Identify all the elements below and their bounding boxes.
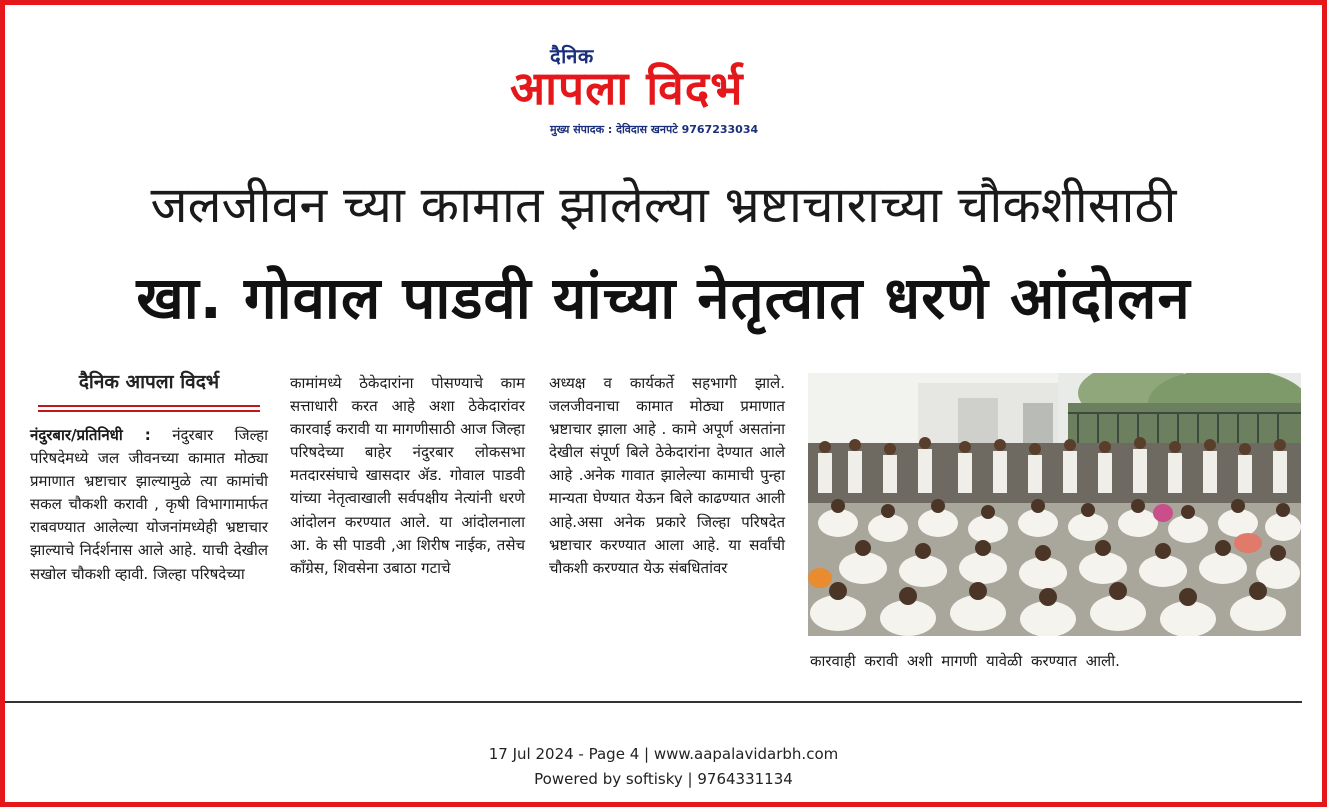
masthead-editor-line: मुख्य संपादक : देविदास खनपटे 9767233034 <box>550 123 759 136</box>
article-column-1 <box>30 424 268 586</box>
protest-photo-illustration <box>808 373 1301 636</box>
footer-powered-by: Powered by softisky | 9764331134 <box>534 770 793 788</box>
masthead-small-title: दैनिक <box>550 44 594 68</box>
article-column-1-text: नंदुरबार जिल्हा परिषदेमध्ये जल जीवनच्या कामात मोठ्या प्रमाणात भ्रष्टाचार झाल्यामुळे त्या कामांची सकल चौकशी करावी , कृषी विभागामार्फत राबवण्यात आलेल्या योजनांमध्येही भ्रष्टाचार झाल्याचे निर्दर्शनास आले आहे. याची देखील सखोल चौकशी व्हावी. जिल्हा परिषदेच्या <box>30 426 268 583</box>
byline-rule <box>38 405 260 412</box>
masthead <box>505 42 825 142</box>
photo-caption: कारवाही करावी अशी मागणी यावेळी करण्यात आली. <box>810 652 1120 670</box>
masthead-title: आपला विदर्भ <box>510 61 744 115</box>
footer-divider <box>5 701 1302 703</box>
protest-crowd-photo <box>808 373 1301 636</box>
article-column-3: अध्यक्ष व कार्यकर्ते सहभागी झाले. जलजीवनाचा कामात मोठ्या प्रमाणात भ्रष्टाचार झाला आहे . कामे अपूर्ण असतांना देखील संपूर्ण बिले ठेकेदारांना देण्यात आले आहे .अनेक गावात झालेल्या कामाची पुन्हा मान्यता घेण्यात येऊन बिले काढण्यात आली आहे.असा अनेक प्रकारे जिल्हा परिषदेत भ्रष्टाचार करण्यात आला आहे. या सर्वांची चौकशी करण्यात येऊ संबधितांवर <box>549 374 785 577</box>
headline-kicker: जलजीवन च्या कामात झालेल्या भ्रष्टाचाराच्या चौकशीसाठी <box>150 176 1177 234</box>
headline-main: खा. गोवाल पाडवी यांच्या नेतृत्वात धरणे आंदोलन <box>136 264 1191 332</box>
footer-date-page: 17 Jul 2024 - Page 4 | www.aapalavidarbh.com <box>488 745 839 763</box>
dateline: नंदुरबार/प्रतिनिधी : <box>30 426 151 444</box>
byline: दैनिक आपला विदर्भ <box>78 371 220 393</box>
article-column-2: कामांमध्ये ठेकेदारांना पोसण्याचे काम सत्ताधारी करत आहे अशा ठेकेदारांवर कारवाई करावी या मागणीसाठी आज जिल्हा परिषदेच्या बाहेर नंदुरबार लोकसभा मतदारसंघाचे खासदार ॲड. गोवाल पाडवी यांच्या नेतृत्वाखाली सर्वपक्षीय नेत्यांनी धरणे आंदोलन करण्यात आले. या आंदोलनाला आ. के सी पाडवी ,आ शिरीष नाईक, तसेच काँग्रेस, शिवसेना उबाठा गटाचे <box>290 374 525 577</box>
